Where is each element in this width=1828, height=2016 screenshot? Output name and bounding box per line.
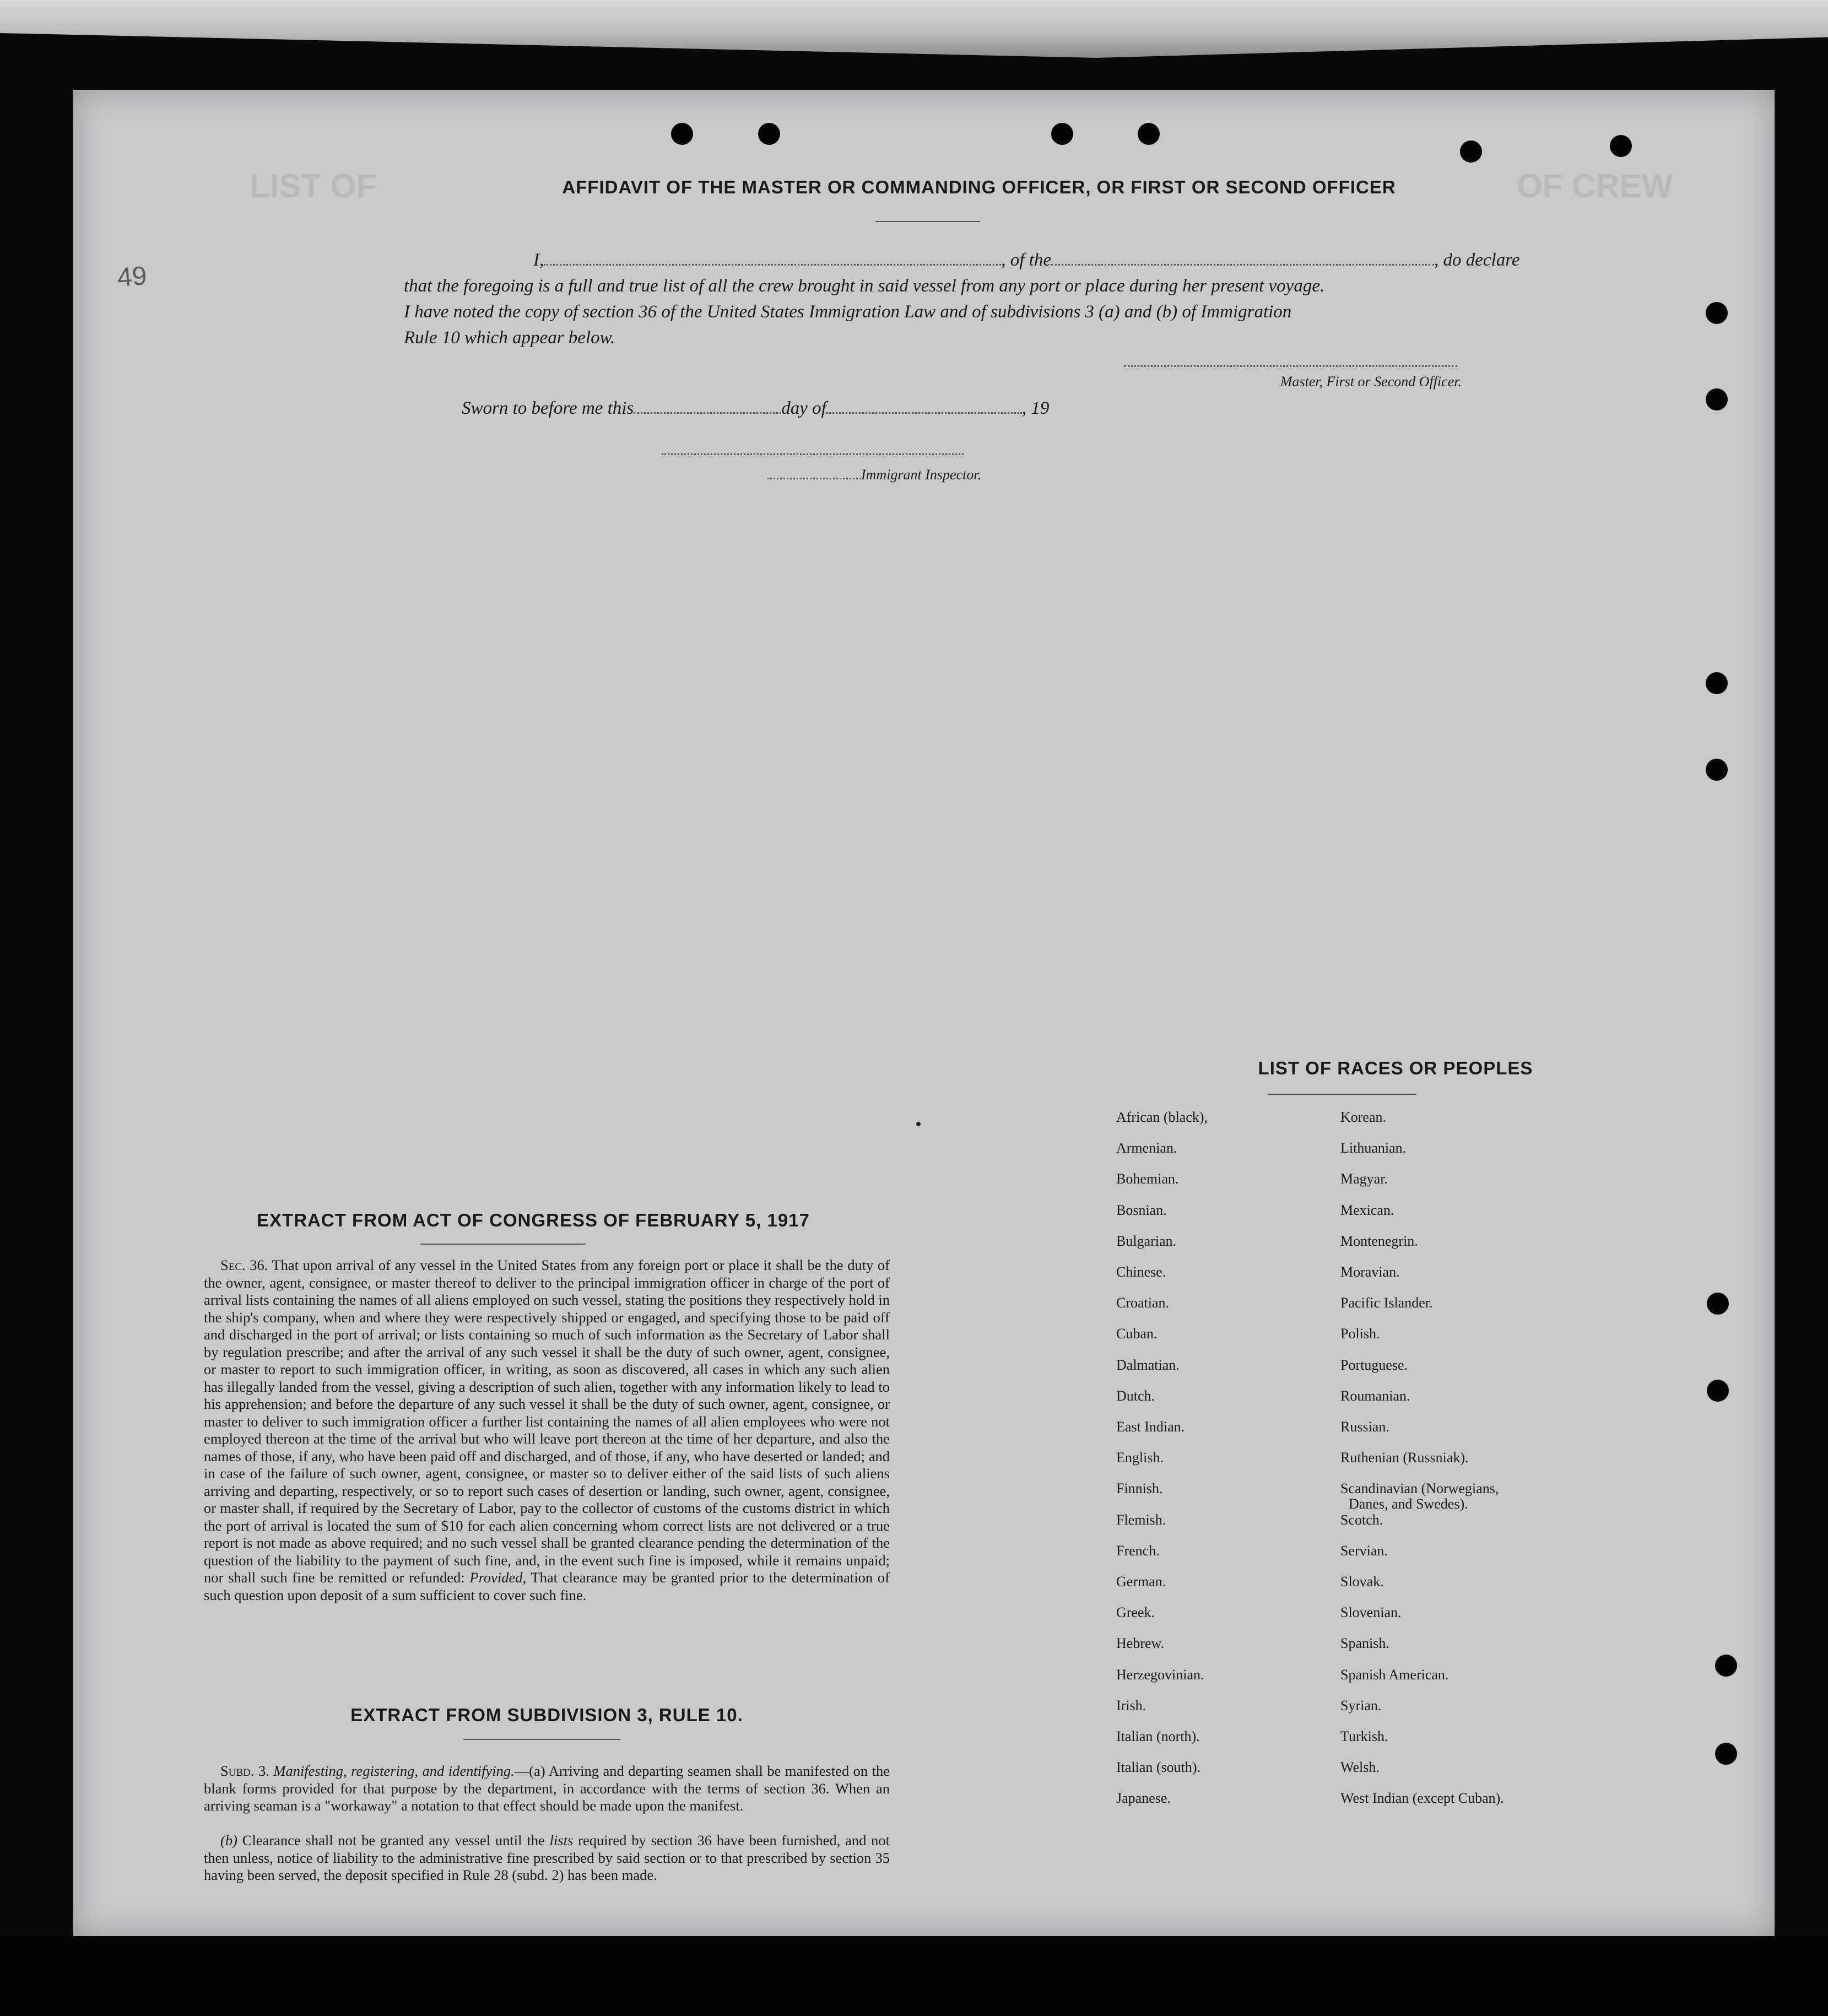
subd-a-body: Arriving and departing seamen shall be manifested on the blank forms provided for that purpose by the department, in accordance with the terms of section 36. When an arriving seaman is a "workaway" a notation to that effect should be made upon the manifest.: [204, 1763, 890, 1814]
document-page: [73, 90, 1775, 1936]
bleed-through: LIST OF: [250, 167, 376, 204]
race-item: Irish.: [1116, 1697, 1146, 1714]
race-item: Greek.: [1116, 1604, 1155, 1621]
do-declare-label: , do declare: [1434, 250, 1520, 270]
punch-hole: [1706, 388, 1728, 410]
punch-hole: [1715, 1743, 1737, 1765]
scan-bottom-edge: [0, 1936, 1828, 2016]
race-item: Scandinavian (Norwegians,: [1340, 1480, 1499, 1497]
punch-hole: [1715, 1655, 1737, 1677]
race-item: Italian (south).: [1116, 1759, 1201, 1776]
rule-title-rule: [463, 1739, 620, 1740]
punch-hole: [1706, 759, 1728, 781]
race-item: Hebrew.: [1116, 1635, 1165, 1652]
race-item: Croatian.: [1116, 1295, 1170, 1311]
race-item: Spanish.: [1340, 1635, 1389, 1652]
race-item: Dutch.: [1116, 1387, 1155, 1404]
title-rule: [875, 221, 980, 222]
race-item: Russian.: [1340, 1419, 1389, 1435]
subd-heading: Manifesting, registering, and identifying.: [273, 1763, 515, 1779]
master-signature-caption: Master, First or Second Officer.: [1280, 374, 1462, 390]
race-item: Turkish.: [1340, 1728, 1388, 1744]
scan-top-edge: [0, 0, 1828, 83]
punch-hole: [671, 123, 693, 145]
subd-b-body-1: Clearance shall not be granted any vessel until the: [242, 1832, 545, 1849]
subdivision-a-text: [204, 1763, 890, 1815]
race-item: Welsh.: [1340, 1759, 1380, 1776]
provided-label: Provided,: [469, 1569, 527, 1586]
rule-title: EXTRACT FROM SUBDIVISION 3, RULE 10.: [350, 1705, 743, 1725]
race-item: Slovenian.: [1340, 1604, 1402, 1621]
sworn-label: Sworn to before me this: [462, 398, 634, 418]
day-of-label: day of: [781, 398, 826, 418]
inspector-dots: [767, 478, 861, 479]
race-item: Syrian.: [1340, 1697, 1382, 1714]
race-item: Korean.: [1340, 1109, 1387, 1125]
race-item: Polish.: [1340, 1326, 1380, 1342]
race-item: Roumanian.: [1340, 1387, 1410, 1404]
races-title-rule: [1268, 1094, 1416, 1095]
day-blank[interactable]: [634, 412, 781, 414]
race-item: Lithuanian.: [1340, 1140, 1407, 1156]
punch-hole: [1610, 135, 1632, 157]
race-item: Bohemian.: [1116, 1171, 1179, 1187]
races-title: LIST OF RACES OR PEOPLES: [1258, 1058, 1533, 1078]
race-item: Spanish American.: [1340, 1666, 1449, 1683]
subdivision-b-text: [204, 1832, 890, 1884]
of-the-label: , of the: [1001, 250, 1051, 270]
punch-hole: [1051, 123, 1073, 145]
affidavit-body-2: I have noted the copy of section 36 of the United States Immigration Law and of subdivisions 3 (a) and (b) of Immigration: [404, 302, 1292, 322]
race-item: Pacific Islander.: [1340, 1295, 1433, 1311]
margin-note: 49: [116, 261, 148, 293]
bleed-through: OF CREW: [1517, 167, 1673, 204]
race-item: Magyar.: [1340, 1171, 1388, 1187]
sworn-line: [462, 396, 1049, 421]
inspector-caption: Immigrant Inspector.: [861, 467, 982, 483]
race-item: German.: [1116, 1574, 1166, 1590]
race-item: Japanese.: [1116, 1790, 1171, 1807]
affidavit-title: AFFIDAVIT OF THE MASTER OR COMMANDING OFFICER, OR FIRST OR SECOND OFFICER: [562, 177, 1396, 197]
race-item: Herzegovinian.: [1116, 1666, 1204, 1683]
punch-hole: [1460, 140, 1482, 163]
race-item: Scotch.: [1340, 1511, 1383, 1528]
act-title: EXTRACT FROM ACT OF CONGRESS OF FEBRUARY 5, 1917: [257, 1210, 810, 1230]
section-36-text: [204, 1257, 890, 1604]
race-item: Moravian.: [1340, 1264, 1400, 1280]
i-label: I,: [533, 250, 544, 270]
race-item: Chinese.: [1116, 1264, 1166, 1280]
race-item: Servian.: [1340, 1542, 1388, 1559]
punch-hole: [1707, 1293, 1729, 1315]
race-item: English.: [1116, 1450, 1164, 1466]
race-item: Finnish.: [1116, 1480, 1163, 1497]
race-item: Ruthenian (Russniak).: [1340, 1450, 1469, 1466]
subd-b-marker: (b): [220, 1832, 237, 1849]
race-item: West Indian (except Cuban).: [1340, 1790, 1504, 1807]
race-item: Armenian.: [1116, 1140, 1177, 1156]
punch-hole: [1706, 672, 1728, 694]
punch-hole: [1707, 1380, 1729, 1402]
race-item: Slovak.: [1340, 1574, 1384, 1590]
year-prefix: , 19: [1021, 398, 1050, 418]
race-item: Danes, and Swedes).: [1349, 1496, 1468, 1512]
ink-dot: [916, 1122, 921, 1126]
race-item: Mexican.: [1340, 1202, 1394, 1218]
affidavit-body-1: that the foregoing is a full and true list of all the crew brought in said vessel from any port or place during her present voyage.: [404, 276, 1325, 296]
punch-hole: [1706, 302, 1728, 324]
race-item: Bosnian.: [1116, 1202, 1167, 1218]
subd-a-marker: —(a): [514, 1763, 545, 1779]
affidavit-body-3: Rule 10 which appear below.: [404, 328, 615, 348]
act-title-rule: [420, 1244, 586, 1245]
name-blank[interactable]: [544, 264, 1001, 266]
section-36-body: That upon arrival of any vessel in the United States from any foreign port or place it shall be the duty of the owner, agent, consignee, or master thereof to deliver to the principal immigration officer in charge of the port of arrival lists containing the names of all aliens employed on such vessel, stating the positions they respectively hold in the ship's company, when and where they were respectively shipped or engaged, and specifying those to be paid off and discharged in the port of arrival; or lists containing so much of such information as the Secretary of Labor shall by regulation prescribe; and after the arrival of any such vessel it shall be the duty of such owner, agent, consignee, or master to report to such immigration officer, in writing, as soon as discovered, all cases in which any such alien has illegally landed from the vessel, giving a description of such alien, together with any information likely to lead to his apprehension; and before the departure of any such vessel it shall be the duty of such owner, agent, consignee, or master to deliver to such immigration officer a further list containing the names of all alien employees who were not employed thereon at the time of the arrival but who will leave port thereon at the time of her departure, and also the names of those, if any, who have been paid off and discharged, and of those, if any, who have deserted or landed; and in case of the failure of such owner, agent, consignee, or master so to deliver either of the said lists of such aliens arriving and departing, respectively, or so to report such cases of desertion or landing, such owner, agent, consignee, or master shall, if required by the Secretary of Labor, pay to the collector of customs of the customs district in which the port of arrival is located the sum of $10 for each alien concerning whom correct lists are not delivered or a true report is not made as above required; and no such vessel shall be granted clearance pending the determination of the question of the liability to the payment of such fine, and, in the event such fine is imposed, while it remains unpaid; nor shall such fine be remitted or refunded:: [204, 1257, 890, 1586]
race-item: French.: [1116, 1542, 1160, 1559]
section-36-proviso: That clearance may be granted prior to the determination of such question upon deposit of a sum sufficient to cover such fine.: [204, 1569, 890, 1603]
subd-label: Subd. 3.: [220, 1763, 269, 1779]
race-item: Montenegrin.: [1340, 1233, 1418, 1249]
race-item: Flemish.: [1116, 1511, 1166, 1528]
month-blank[interactable]: [826, 412, 1022, 414]
punch-hole: [758, 123, 780, 145]
race-item: Cuban.: [1116, 1326, 1158, 1342]
master-signature-line[interactable]: [1124, 365, 1457, 367]
vessel-blank[interactable]: [1051, 264, 1434, 266]
punch-hole: [1138, 123, 1160, 145]
declaration-line: [404, 247, 1533, 273]
inspector-caption-row: [767, 467, 981, 483]
race-item: Dalmatian.: [1116, 1356, 1180, 1373]
race-item: East Indian.: [1116, 1419, 1185, 1435]
race-item: African (black),: [1116, 1109, 1208, 1125]
section-36-label: Sec. 36.: [220, 1257, 268, 1273]
subd-b-body-2: required by section 36 have been furnished, and not then unless, notice of liability to the administrative fine prescribed by said section or to that prescribed by section 35 having been served, the deposit specified in Rule 28 (subd. 2) has been made.: [204, 1832, 890, 1883]
inspector-signature-line[interactable]: [662, 453, 964, 455]
race-item: Italian (north).: [1116, 1728, 1200, 1744]
race-item: Portuguese.: [1340, 1356, 1408, 1373]
subd-b-lists: lists: [549, 1832, 574, 1849]
race-item: Bulgarian.: [1116, 1233, 1177, 1249]
